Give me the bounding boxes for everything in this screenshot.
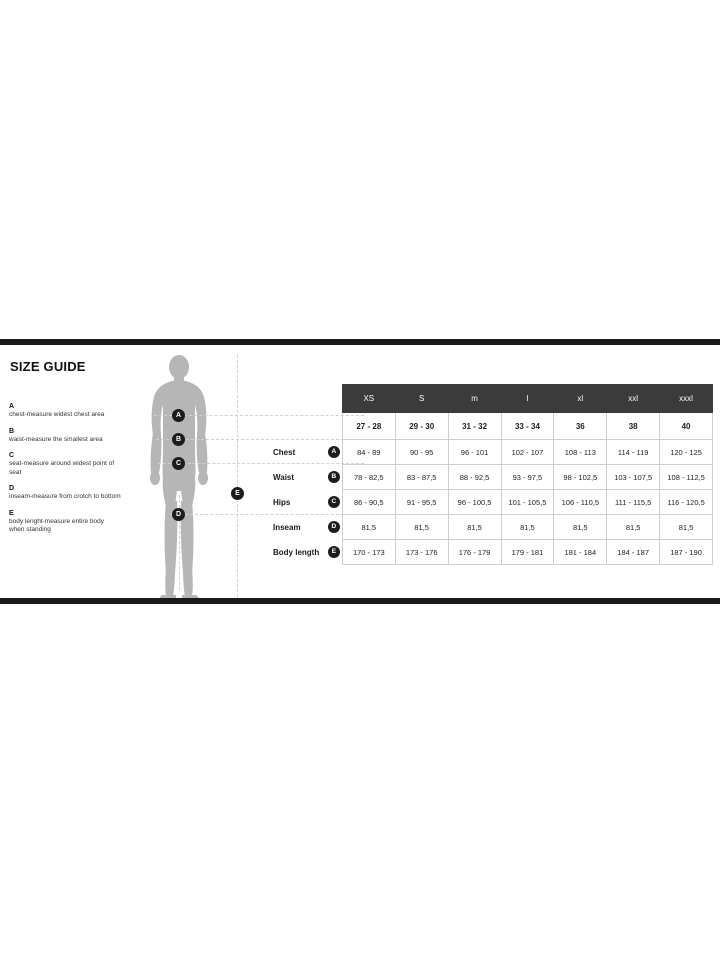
row-marker-chest <box>326 440 343 465</box>
cell-bodylength-m: 176 - 179 <box>448 540 501 565</box>
legend-item <box>9 402 134 420</box>
legend-text: inseam-measure from crotch to bottom <box>9 493 121 500</box>
cell-inseam-xs: 81,5 <box>342 515 395 540</box>
marker-dot-b: B <box>328 471 340 483</box>
legend-letter: B <box>9 427 15 435</box>
cell-hips-xl: 106 - 110,5 <box>554 490 607 515</box>
row-marker-waist <box>326 465 343 490</box>
legend-item <box>9 451 134 477</box>
cell-numeric-l: 33 - 34 <box>501 413 554 440</box>
human-body-silhouette-icon <box>140 353 265 604</box>
legend-text: seat-measure around widest point of seat <box>9 460 115 476</box>
row-marker-inseam <box>326 515 343 540</box>
cell-waist-xs: 78 - 82,5 <box>342 465 395 490</box>
cell-hips-xxxl: 116 - 120,5 <box>660 490 713 515</box>
cell-chest-xxl: 114 - 119 <box>607 440 660 465</box>
header-spacer-dot <box>326 385 343 413</box>
header-size-xxxl: xxxl <box>660 385 713 413</box>
cell-hips-m: 96 - 100,5 <box>448 490 501 515</box>
cell-numeric-xl: 36 <box>554 413 607 440</box>
cell-inseam-xxxl: 81,5 <box>660 515 713 540</box>
legend-text: chest-measure widest chest area <box>9 411 105 418</box>
row-label-body-length: Body length <box>273 540 326 565</box>
hips-guide-line <box>158 463 364 464</box>
cell-hips-l: 101 - 105,5 <box>501 490 554 515</box>
header-size-xl: xl <box>554 385 607 413</box>
legend-item <box>9 509 134 535</box>
cell-bodylength-xl: 181 - 184 <box>554 540 607 565</box>
header-spacer-label <box>273 385 326 413</box>
cell-numeric-s: 29 - 30 <box>395 413 448 440</box>
cell-numeric-m: 31 - 32 <box>448 413 501 440</box>
cell-bodylength-xxl: 184 - 187 <box>607 540 660 565</box>
cell-waist-m: 88 - 92,5 <box>448 465 501 490</box>
inseam-guide-line <box>170 514 364 515</box>
cell-chest-xs: 84 - 89 <box>342 440 395 465</box>
cell-hips-s: 91 - 95,5 <box>395 490 448 515</box>
cell-hips-xxl: 111 - 115,5 <box>607 490 660 515</box>
cell-chest-xl: 108 - 113 <box>554 440 607 465</box>
header-size-l: l <box>501 385 554 413</box>
cell-inseam-xxl: 81,5 <box>607 515 660 540</box>
cell-chest-s: 90 - 95 <box>395 440 448 465</box>
body-length-vertical-line <box>237 355 238 602</box>
header-size-xxl: xxl <box>607 385 660 413</box>
legend-text: body lenght-measure entire body when standing <box>9 517 105 533</box>
header-size-xs: XS <box>342 385 395 413</box>
marker-dot-e: E <box>328 546 340 558</box>
cell-bodylength-l: 179 - 181 <box>501 540 554 565</box>
legend-letter: C <box>9 452 15 459</box>
table-header-row <box>273 385 713 413</box>
measurement-legend <box>9 402 134 542</box>
cell-bodylength-xs: 170 - 173 <box>342 540 395 565</box>
legend-item <box>9 484 134 502</box>
cell-waist-s: 83 - 87,5 <box>395 465 448 490</box>
row-label-inseam: Inseam <box>273 515 326 540</box>
marker-dot-d: D <box>328 521 340 533</box>
cell-chest-l: 102 - 107 <box>501 440 554 465</box>
cell-numeric-xxl: 38 <box>607 413 660 440</box>
row-label-numeric <box>273 413 326 440</box>
legend-text: waist-measure the smallest area <box>9 435 103 443</box>
page-title: SIZE GUIDE <box>10 359 86 374</box>
cell-bodylength-s: 173 - 176 <box>395 540 448 565</box>
cell-waist-xxxl: 108 - 112,5 <box>660 465 713 490</box>
marker-dot-a: A <box>328 446 340 458</box>
chest-guide-line <box>154 415 364 416</box>
cell-numeric-xxxl: 40 <box>660 413 713 440</box>
cell-inseam-l: 81,5 <box>501 515 554 540</box>
cell-numeric-xs: 27 - 28 <box>342 413 395 440</box>
row-marker-hips <box>326 490 343 515</box>
cell-bodylength-xxxl: 187 - 190 <box>660 540 713 565</box>
marker-dot-c: C <box>328 496 340 508</box>
table-row <box>273 440 713 465</box>
row-label-waist: Waist <box>273 465 326 490</box>
size-table-head <box>273 385 713 413</box>
table-row <box>273 515 713 540</box>
cell-chest-xxxl: 120 - 125 <box>660 440 713 465</box>
cell-inseam-xl: 81,5 <box>554 515 607 540</box>
header-size-s: S <box>395 385 448 413</box>
table-row-numeric-sizes <box>273 413 713 440</box>
marker-c: C <box>172 457 185 470</box>
cell-inseam-m: 81,5 <box>448 515 501 540</box>
header-size-m: m <box>448 385 501 413</box>
cell-inseam-s: 81,5 <box>395 515 448 540</box>
waist-guide-line <box>156 439 364 440</box>
cell-hips-xs: 86 - 90,5 <box>342 490 395 515</box>
row-marker-body-length <box>326 540 343 565</box>
marker-e: E <box>231 487 244 500</box>
cell-waist-xl: 98 - 102,5 <box>554 465 607 490</box>
row-label-chest: Chest <box>273 440 326 465</box>
legend-letter: D <box>9 485 15 492</box>
cell-chest-m: 96 - 101 <box>448 440 501 465</box>
row-dot-numeric <box>326 413 343 440</box>
marker-a: A <box>172 409 185 422</box>
row-label-hips: Hips <box>273 490 326 515</box>
size-guide-card <box>0 339 720 604</box>
cell-waist-l: 93 - 97,5 <box>501 465 554 490</box>
table-row <box>273 490 713 515</box>
table-row <box>273 465 713 490</box>
cell-waist-xxl: 103 - 107,5 <box>607 465 660 490</box>
body-figure <box>140 353 265 604</box>
table-row <box>273 540 713 565</box>
marker-d: D <box>172 508 185 521</box>
legend-letter: A <box>9 403 15 410</box>
legend-item <box>9 427 134 445</box>
legend-letter: E <box>9 509 14 517</box>
size-table-wrapper <box>273 384 713 565</box>
size-table-body <box>273 413 713 565</box>
marker-b: B <box>172 433 185 446</box>
size-table <box>273 384 713 565</box>
